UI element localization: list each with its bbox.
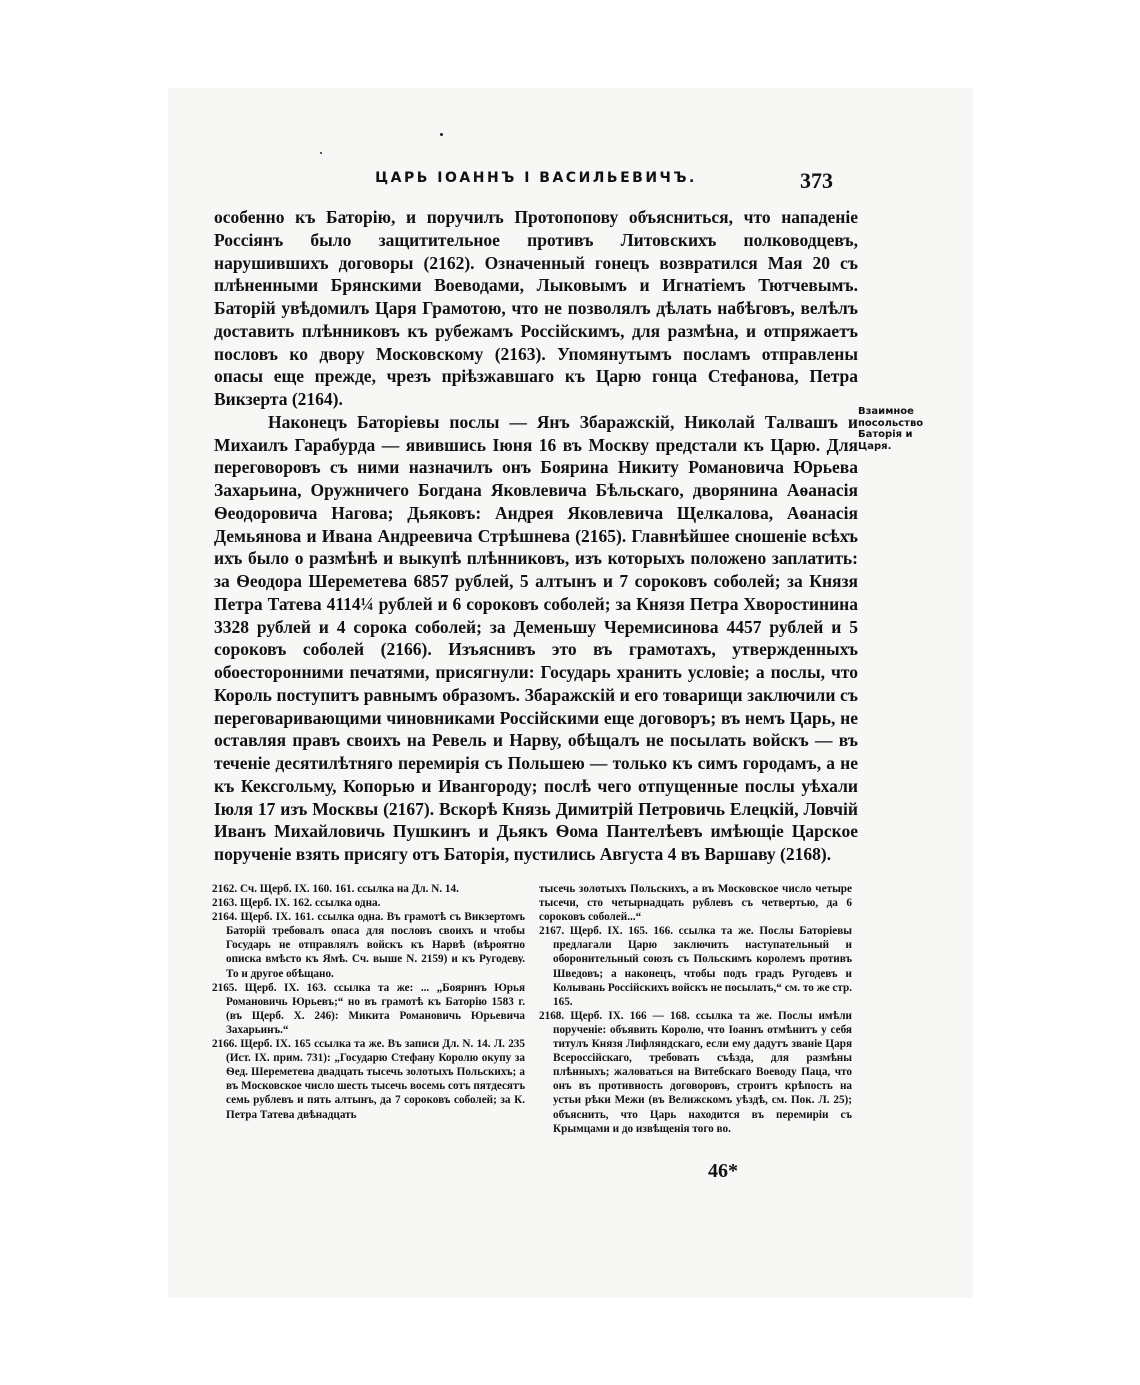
footnotes-left-column [212,882,525,1136]
footnotes [212,882,852,1136]
main-text-body [214,206,858,866]
speck-mark [440,133,443,136]
footnote: 2167. Щерб. IX. 165. 166. ссылка та же. Послы Баторіевы предлагали Царю заключить наступательный и оборонительный союзъ съ Польскимъ королемъ противъ Шведовъ; а наконецъ, чтобы подъ градъ Ругодевъ и Колывань Россійскихъ войскъ не посылать,“ см. то же стр. 165. [539,925,852,1008]
footnote: 2168. Щерб. IX. 166 — 168. ссылка та же. Послы имѣли порученіе: объявить Королю, что Іоаннъ отмѣнитъ у себя титулъ Князя Лифляндскаго, если ему дадутъ званіе Царя Всероссійскаго, требовать съѣзда, для размѣны плѣнныхъ; жаловаться на Витебскаго Воеводу Паца, что онъ въ противность договоровъ, строитъ крѣпость на устьи рѣки Межи (въ Велижскомъ уѣздѣ, см. Пок. Л. 25); объяснить, что Царь находится въ перемиріи съ Крымцами и до извѣщенія того во. [539,1009,852,1135]
footnote: 2162. Сч. Щерб. IX. 160. 161. ссылка на Дл. N. 14. [212,883,459,895]
footnote: 2163. Щерб. IX. 162. ссылка одна. [212,897,381,910]
footnote-continuation: тысечь золотыхъ Польскихъ, а въ Московское число четыре тысечи, сто четырнадцать рублевъ съ четвертью, да 6 сороковъ соболей...“ [539,883,852,924]
running-title: ЦАРЬ ІОАННЪ І ВАСИЛЬЕВИЧЪ. [375,170,697,186]
footnotes-right-column [539,882,852,1136]
paragraph: особенно къ Баторію, и поручилъ Протопопову объясниться, что нападеніе Россіянъ было защитительное противъ Литовскихъ полководцевъ, нарушившихъ договоры (2162). Означенный гонецъ возвратился Мая 20 съ плѣненными Брянскими Воеводами, Лыковымъ и Игнатіемъ Тютчевымъ. Баторій увѣдомилъ Царя Грамотою, что не позволялъ дѣлать набѣговъ, велѣлъ доставить плѣнниковъ къ рубежамъ Россійскимъ, для размѣна, и отпряжаетъ пословъ ко двору Московскому (2163). Упомянутымъ посламъ отправлены опасы еще прежде, чрезъ пріѣзжавшаго къ Царю гонца Стефанова, Петра Викзерта (2164). [214,207,858,409]
margin-note: Взаимное посольство Баторія и Царя. [858,406,924,452]
speck-mark [320,152,322,154]
footnote: 2166. Щерб. IX. 165 ссылка та же. Въ записи Дл. N. 14. Л. 235 (Ист. IX. прим. 731): „Государю Стефану Королю окупу за Ѳед. Шереметева двадцать тысечь золотыхъ Польскихъ; а въ Московское число шесть тысечь восемь сотъ пятдесятъ семь рублевъ и пять алтынъ, да 7 сороковъ соболей; за К. Петра Татева двѣнадцать [212,1038,525,1121]
paragraph: Наконецъ Баторіевы послы — Янъ Збаражскій, Николай Талвашъ и Михаилъ Гарабурда — явившись Іюня 16 въ Москву предстали къ Царю. Для переговоровъ съ ними назначилъ онъ Боярина Никиту Романовича Юрьева Захарьина, Оружничего Богдана Яковлевича Бѣльскаго, дворянина Аѳанасія Ѳеодоровича Нагова; Дьяковъ: Андрея Яковлевича Щелкалова, Аѳанасія Демьянова и Ивана Андреевича Стрѣшнева (2165). Главнѣйшее сношеніе всѣхъ ихъ было о размѣнѣ и выкупѣ плѣнниковъ, изъ которыхъ положено заплатить: за Ѳеодора Шереметева 6857 рублей, 5 алтынъ и 7 сороковъ соболей; за Князя Петра Татева 4114¼ рублей и 6 сороковъ соболей; за Князя Петра Хворостинина 3328 рублей и 4 сорока соболей; за Деменьшу Черемисинова 4457 рублей и 5 сороковъ соболей (2166). Изъяснивъ это въ грамотахъ, утвержденныхъ обоесторонними печатями, присягнули: Государь хранить условіе; а послы, что Король поступитъ равнымъ образомъ. Збаражскій и его товарищи заключили съ переговаривающими чиновниками Россійскими еще договоръ; въ немъ Царь, не оставляя правъ своихъ на Ревель и Нарву, обѣщалъ не посылать войскъ — въ теченіе десятилѣтняго перемирія съ Польшею — только къ симъ городамъ, а не къ Кексгольму, Копорью и Ивангороду; послѣ чего отпущенные послы уѣхали Іюля 17 изъ Москвы (2167). Вскорѣ Князь Димитрій Петровичь Елецкій, Ловчій Иванъ Михайловичь Пушкинъ и Дьякъ Ѳома Пантелѣевъ имѣющіе Царское порученіе взять присягу отъ Баторія, пустились Августа 4 въ Варшаву (2168). [214,411,858,864]
footnote: 2165. Щерб. IX. 163. ссылка та же: ... „Бояринъ Юрья Романовичь Юрьевъ;“ но въ грамотѣ къ Баторію 1583 г. (въ Щерб. X. 246): Микита Романовичь Юрьевича Захарьинъ.“ [212,981,525,1036]
signature-mark: 46* [708,1160,738,1182]
footnote: 2164. Щерб. IX. 161. ссылка одна. Въ грамотѣ съ Викзертомъ Баторій требовалъ опаса для пословъ своихъ и чтобы Государь не отправлялъ войскъ къ Нарвѣ (вѣроятно описка вмѣсто къ Ямѣ. Сч. выше N. 2159) и къ Ругодеву. То и другое обѣщано. [212,911,525,980]
page-number: 373 [800,168,833,193]
